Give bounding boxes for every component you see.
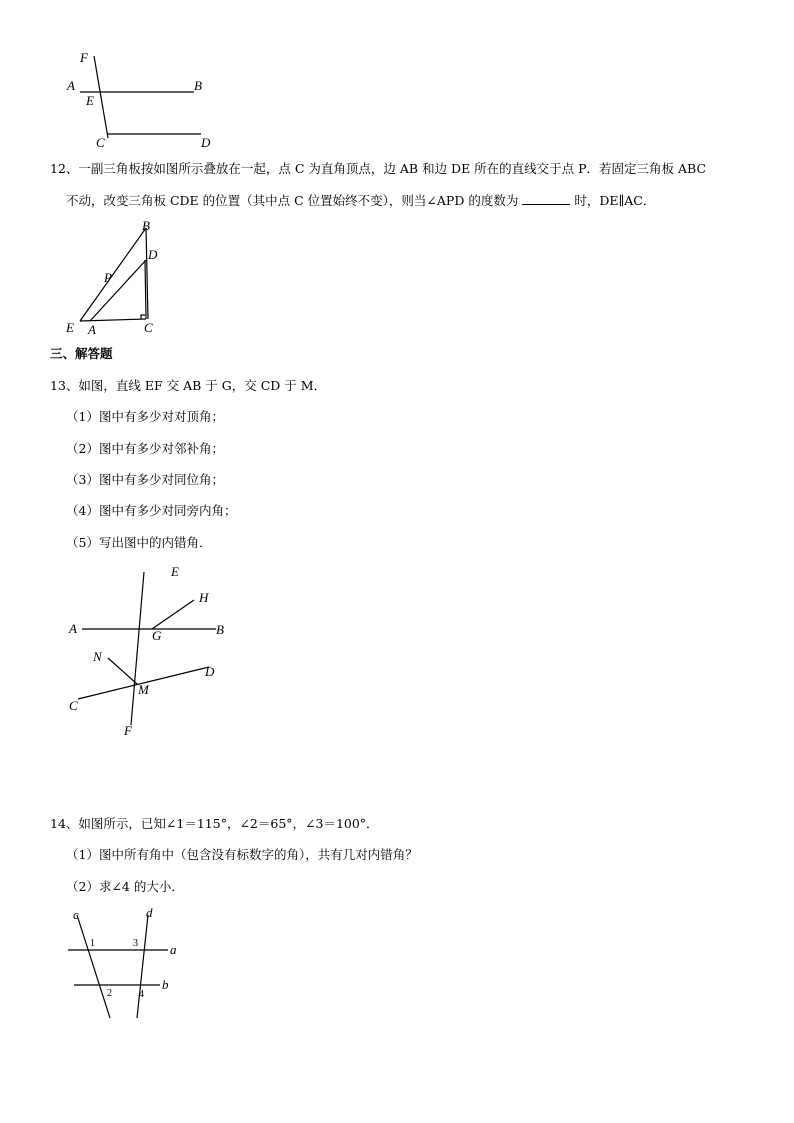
question-14-item-1: （1）图中所有角中（包含没有标数字的角），共有几对内错角？	[66, 847, 418, 862]
question-13-item-3: （3）图中有多少对同位角；	[66, 472, 224, 487]
question-13-stem: 13、如图，直线 EF 交 AB 于 G，交 CD 于 M．	[50, 378, 327, 393]
line-de	[90, 260, 146, 321]
label-d: D	[148, 247, 158, 262]
label-e: E	[171, 564, 179, 579]
transversal-line	[94, 56, 108, 138]
label-n: N	[93, 649, 102, 664]
figure-transversal-ef	[60, 562, 240, 742]
label-e: E	[86, 93, 94, 108]
question-13-item-2: （2）图中有多少对邻补角；	[66, 441, 224, 456]
label-a: A	[88, 322, 96, 337]
question-13-item-4: （4）图中有多少对同旁内角；	[66, 503, 237, 518]
label-h: H	[199, 590, 209, 605]
question-12-text-b: 时，DE∥AC．	[574, 193, 656, 208]
label-e: E	[66, 320, 74, 335]
angle-1-label: 1	[90, 938, 95, 949]
label-m: M	[138, 682, 149, 697]
question-12-line-2	[66, 192, 655, 209]
label-b: B	[194, 78, 202, 93]
line-dc	[145, 260, 146, 319]
figure-parallel-lines-1	[60, 48, 230, 158]
line-c	[77, 915, 110, 1018]
question-14-stem: 14、如图所示，已知∠1＝115°，∠2＝65°，∠3＝100°．	[50, 816, 379, 831]
answer-blank[interactable]	[522, 192, 570, 205]
angle-2-label: 2	[107, 988, 112, 999]
label-f: F	[124, 723, 132, 738]
label-d: D	[205, 664, 215, 679]
figure-set-squares	[60, 215, 170, 340]
label-g: G	[152, 628, 162, 643]
label-b: B	[216, 622, 224, 637]
angle-4-label: 4	[139, 989, 144, 1000]
label-f: F	[80, 50, 88, 65]
label-p: P	[104, 270, 112, 285]
label-a: a	[170, 942, 177, 957]
label-c: C	[96, 135, 105, 150]
question-14-item-2: （2）求∠4 的大小．	[66, 879, 184, 894]
line-ab	[80, 228, 146, 321]
angle-3-label: 3	[133, 938, 138, 949]
question-13-item-1: （1）图中有多少对对顶角；	[66, 409, 224, 424]
figure-angles-1-to-4	[60, 905, 190, 1025]
line-d	[137, 915, 148, 1018]
label-d: D	[201, 135, 211, 150]
right-angle-mark	[141, 315, 145, 319]
label-c: C	[144, 320, 153, 335]
label-c: c	[73, 907, 79, 922]
section-heading: 三、解答题	[50, 346, 113, 361]
label-c: C	[69, 698, 78, 713]
label-b: b	[162, 977, 169, 992]
line-ef	[131, 572, 144, 725]
label-a: A	[67, 78, 75, 93]
ray-gh	[152, 600, 194, 629]
ray-mn	[108, 658, 137, 684]
label-a: A	[69, 621, 77, 636]
label-b: B	[142, 218, 150, 233]
label-d: d	[146, 905, 153, 920]
question-13-item-5: （5）写出图中的内错角．	[66, 535, 212, 550]
question-12-line-1: 12、一副三角板按如图所示叠放在一起，点 C 为直角顶点，边 AB 和边 DE 所在的直线交于点 P．若固定三角板 ABC	[50, 161, 707, 176]
question-12-text-a: 不动，改变三角板 CDE 的位置（其中点 C 位置始终不变），则当∠APD 的度数为	[66, 193, 519, 208]
